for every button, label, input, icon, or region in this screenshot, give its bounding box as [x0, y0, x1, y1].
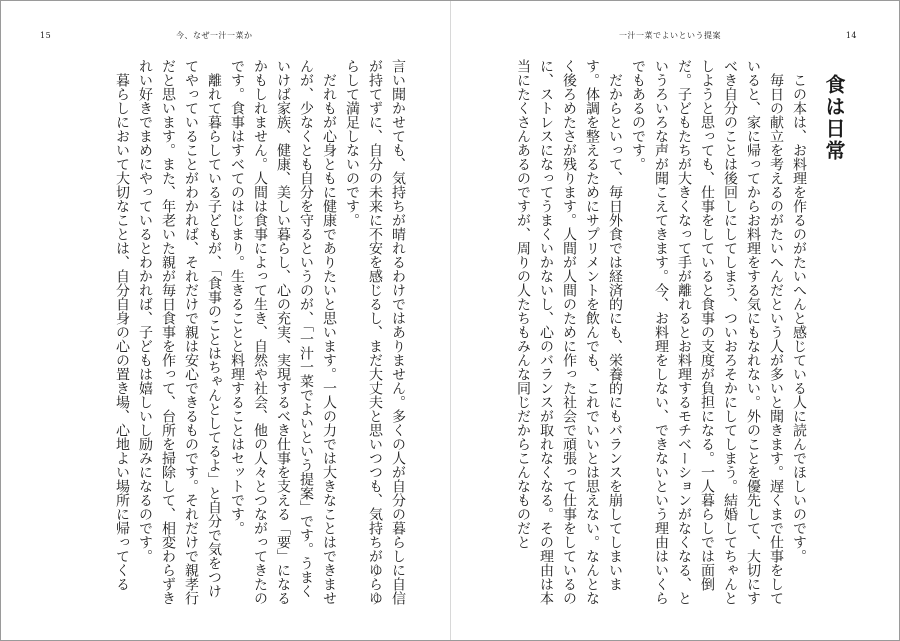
left-running-head: 今、なぜ一汁一菜か [176, 31, 253, 40]
left-paragraph-1: 言い聞かせても、気持ちが晴れるわけではありません。多くの人が自分の暮らしに自信が持てずに、自分の未来に不安を感じるし、まだ大丈夫と思いつつも、気持ちがゆらゆらして満足しないのです。 [344, 59, 406, 605]
right-paragraph-1: この本は、お料理を作るのがたいへんと感じている人に読んでほしいのです。 [791, 73, 807, 563]
left-paragraph-2: だれもが心身ともに健康でありたいと思います。一人の力では大きなことはできませんが、少なくとも自分を守るというのが、「一汁一菜でよいという提案」です。うまくいけば家族、健康、美しい暮らし、心の充実、実現するべき仕事を支える「要」になるかもしれません。人間は食事によって生き、自然や社会、他の人々とつながってきたのです。食事はすべてのはじまり。生きることと料理することはセットです。 [229, 59, 337, 605]
right-paragraph-2: 毎日の献立を考えるのがたいへんだという人が多いと聞きます。遅くまで仕事をしていると、家に帰ってからお料理をする気にもなれない。外のことを優先して、大切にすべき自分のことは後回しにしてしまう、ついおろそかにしてしまう。結婚してちゃんとしようと思っても、仕事をしていると食事の支度が負担になる。一人暮らしでは面倒だ。子どもたちが大きくなって手が離れるとお料理するモチベーションがなくなる、というろいろな声が聞こえてきます。今、お料理をしない、できないという理由はいくらでもあるのです。 [630, 59, 784, 605]
left-paragraph-3: 離れて暮らしている子どもが、「食事のことはちゃんとしてるよ」と自分で気をつけてやっていることがわかれば、それだけで親は安心できるものです。それだけで親孝行だと思います。また、年老いた親が毎日食事を作って、台所を掃除して、相変わらずきれい好きでまめにやっているとわかれば、子どもは嬉しいし励みになるのです。 [137, 59, 222, 605]
book-gutter [450, 1, 451, 640]
left-paragraph-4: 暮らしにおいて大切なことは、自分自身の心の置き場、心地よい場所に帰ってくる [114, 73, 130, 591]
right-paragraph-3: だからといって、毎日外食では経済的にも、栄養的にもバランスを崩してしまいます。体調を整えるためにサプリメントを飲んでも、これでいいとは思えない。なんとなく後ろめたさが残ります。人間が人間のために作った社会で頑張って仕事をしているのに、ストレスになってうまくいかないし、心のバランスが取れなくなる。その理由は本当にたくさんあるのですが、周りの人たちもみんな同じだからこんなものだと [515, 59, 623, 605]
section-title: 食は日常 [822, 74, 846, 162]
right-page-number: 14 [845, 31, 857, 40]
right-running-head: 一汁一菜でよいという提案 [619, 31, 721, 40]
left-page-text [49, 59, 409, 611]
left-page-number: 15 [40, 31, 52, 40]
right-page-text [496, 59, 858, 611]
